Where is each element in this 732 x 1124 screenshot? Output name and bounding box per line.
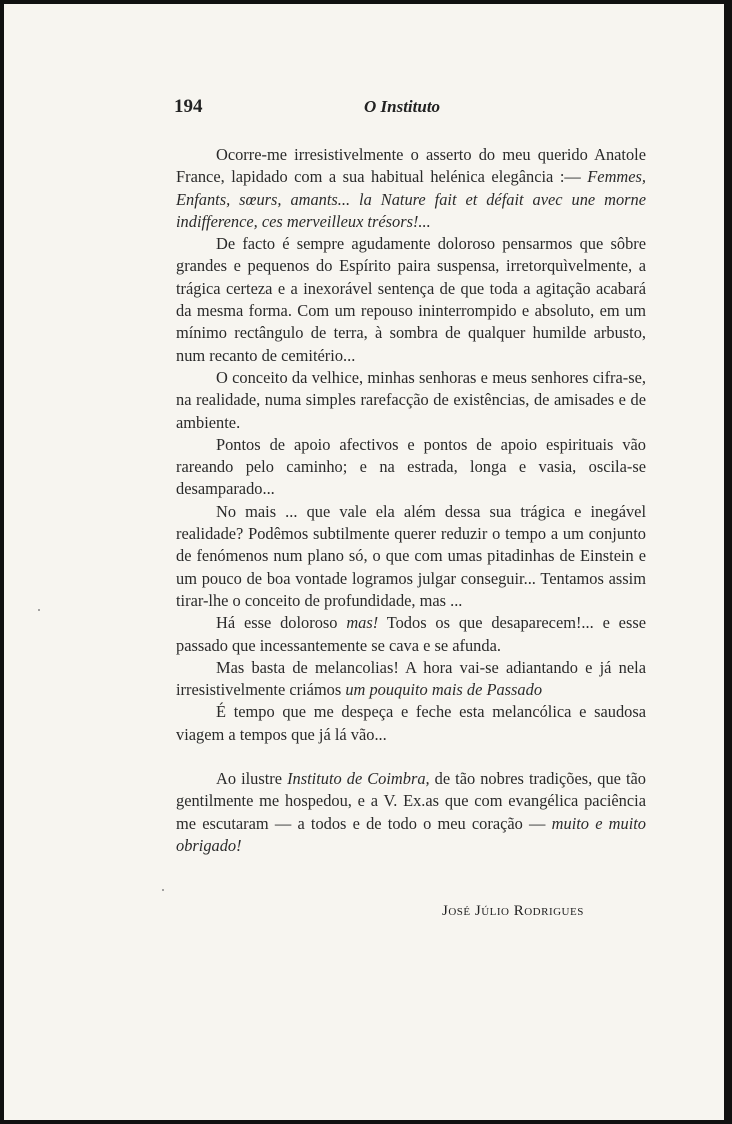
italic-text: mas!	[346, 613, 379, 633]
paragraph	[176, 144, 646, 233]
italic-text: Femmes, Enfants, sœurs, amants... la Nature fait et défait avec une morne indifference, ces merveilleux trésors!...	[176, 167, 646, 231]
text-segment: Ao ilustre	[216, 769, 288, 789]
text-segment: Pontos de apoio afectivos e pontos de apoio espirituais vão rareando pelo caminho; e na estrada, longa e vasia, oscila-se desamparado...	[176, 434, 646, 499]
italic-text: um pouquito mais de Passado	[345, 680, 543, 700]
running-title: O Instituto	[364, 97, 441, 116]
italic-text: muito e muito obrigado!	[176, 813, 646, 855]
paragraph	[176, 367, 646, 434]
paragraph	[176, 434, 646, 501]
body-text	[176, 144, 646, 857]
text-segment: Mas basta de melancolias! A hora vai-se adiantando e já nela irresistivelmente criámos	[176, 657, 646, 700]
text-segment: Há esse doloroso	[216, 613, 347, 633]
author-signature: José Júlio Rodrigues	[442, 903, 584, 919]
text-segment: Ocorre-me irresistivelmente o asserto do meu querido Anatole France, lapidado com a sua habitual helénica elegância :—	[176, 145, 646, 187]
text-segment: É tempo que me despeça e feche esta melancólica e saudosa viagem a tempos que já lá vão...	[176, 702, 646, 744]
page-header	[174, 96, 648, 122]
paragraph	[176, 233, 646, 367]
page-number: 194	[174, 96, 203, 117]
paragraph	[176, 612, 646, 657]
paragraph	[176, 657, 646, 702]
italic-text: Instituto de Coimbra,	[287, 769, 430, 789]
text-segment: de tão nobres tradições, que tão gentilmente me hospedou, e a V. Ex.as que com evangélica paciência me escutaram — a todos e de todo o meu coração —	[176, 769, 646, 833]
speck	[162, 889, 164, 891]
text-segment: O conceito da velhice, minhas senhoras e meus senhores cifra-se, na realidade, numa simples rarefacção de existências, de amisades e de ambiente.	[176, 367, 646, 432]
paragraph	[176, 501, 646, 612]
paragraph-closing	[176, 768, 646, 857]
paragraph	[176, 701, 646, 746]
text-segment: Todos os que desaparecem!... e esse passado que incessantemente se cava e se afunda.	[176, 613, 646, 655]
text-segment: De facto é sempre agudamente doloroso pensarmos que sôbre grandes e pequenos do Espírito paira suspensa, irretorquìvelmente, a trágica certeza e a inexorável sentença de que toda a agitação acabará da mesma forma. Com um repouso ininterrompido e absoluto, em um mínimo rectângulo de terra, à sombra de qualquer humilde arbusto, num recanto de cemitério...	[176, 234, 646, 365]
speck	[38, 609, 40, 611]
text-segment: No mais ... que vale ela além dessa sua trágica e inegável realidade? Podêmos subtilmente querer reduzir o tempo a um conjunto de fenómenos num plano só, o que com umas pitadinhas de Einstein e um pouco de boa vontade logramos julgar conseguir... Tentamos assim tirar-lhe o conceito de profundidade, mas ...	[176, 501, 646, 610]
